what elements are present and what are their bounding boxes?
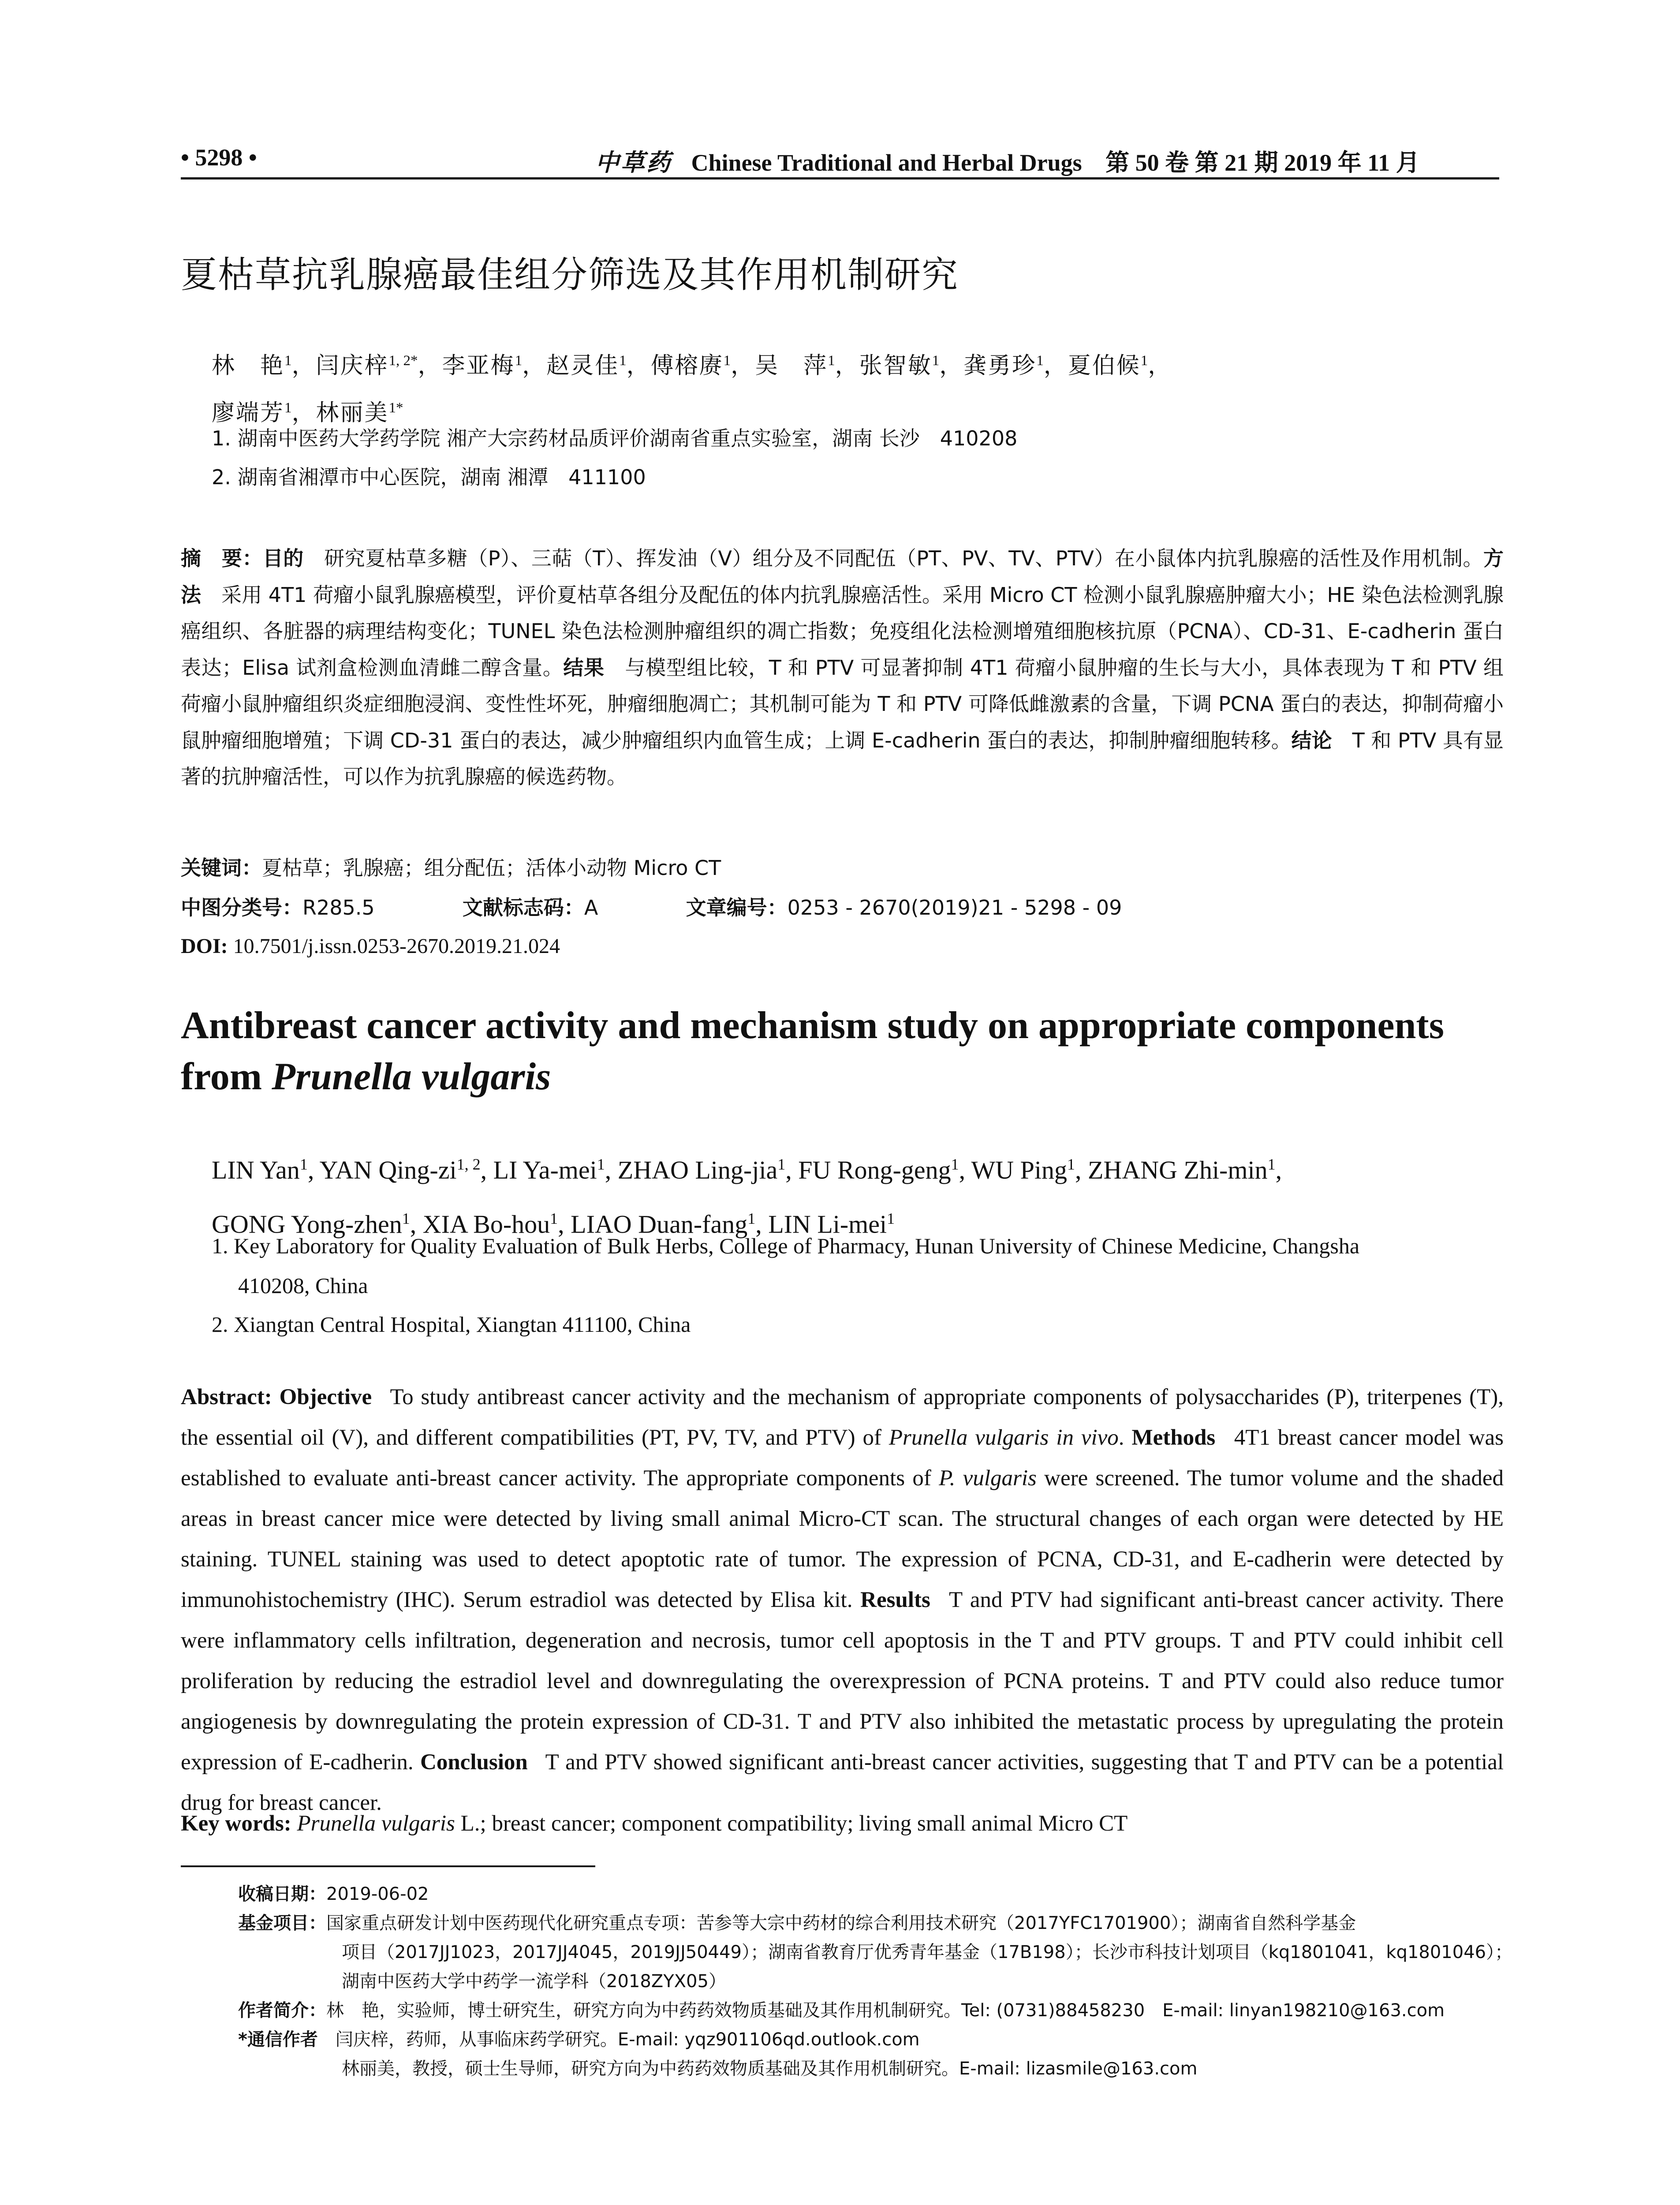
objective-en-label: Objective	[279, 1385, 372, 1409]
author-cn-name: 李亚梅	[442, 352, 515, 379]
methods-en-text: 4T1 breast cancer model was established to evaluate anti-breast cancer activity. The appropriate components of	[181, 1425, 1504, 1491]
abstract-en-label: Abstract:	[181, 1385, 272, 1409]
author-cn-name: 吴 萍	[755, 352, 828, 379]
author-cn-affiliation-mark: 1	[284, 353, 292, 369]
methods-en-text-2: were screened. The tumor volume and the shaded areas in breast cancer mice were detected by living small animal Micro-CT scan. The structural changes of each organ were detected by HE staining. TUNEL staining was used to detect apoptotic rate of tumor. The expression of PCNA, CD-31, and E-cadherin were detected by immunohistochemistry (IHC). Serum estradiol was detected by Elisa kit.	[181, 1466, 1504, 1612]
fund-text-1: 国家重点研发计划中医药现代化研究重点专项：苦参等大宗中药材的综合利用技术研究（2017YFC1701900）；湖南省自然科学基金	[326, 1913, 1356, 1933]
article-no-label: 文章编号：	[686, 896, 788, 919]
author-cn-affiliation-mark: 1	[619, 353, 627, 369]
fund-label: 基金项目：	[238, 1913, 326, 1933]
methods-cn-text: 采用 4T1 荷瘤小鼠乳腺癌模型，评价夏枯草各组分及配伍的体内抗乳腺癌活性。采用 Micro CT 检测小鼠乳腺癌肿瘤大小；HE 染色法检测乳腺癌组织、各脏器的病理结构变化；TUNEL 染色法检测肿瘤组织的凋亡指数；免疫组化法检测增殖细胞核抗原（PCNA）、CD-31、E-cadherin 蛋白表达；Elisa 试剂盒检测血清雌二醇含量。	[181, 583, 1504, 680]
affiliation-en-1	[212, 1226, 1504, 1305]
objective-cn-text: 研究夏枯草多糖（P）、三萜（T）、挥发油（V）组分及不同配伍（PT、PV、TV、PTV）在小鼠体内抗乳腺癌的活性及作用机制。	[324, 546, 1484, 570]
affiliation-cn-1: 1. 湖南中医药大学药学院 湘产大宗药材品质评价湖南省重点实验室，湖南 长沙 410208	[212, 426, 1018, 450]
author-bio	[238, 1996, 1512, 2025]
author-cn-name: 廖端芳	[212, 400, 285, 426]
author-bio-text: 林 艳，实验师，博士研究生，研究方向为中药药效物质基础及其作用机制研究。Tel: (0731)88458230 E-mail: linyan198210@163.com	[326, 2000, 1445, 2021]
fund-line-1	[238, 1909, 1512, 1938]
author-en-name: XIA Bo-hou	[422, 1210, 550, 1239]
author-en-affiliation-mark: 1	[777, 1155, 786, 1173]
corresponding-text-1: 闫庆梓，药师，从事临床药学研究。E-mail: yqz901106qd.outlook.com	[335, 2029, 920, 2050]
authors-cn: 林 艳$^1$，闫庆梓$^{1, 2*}$，李亚梅$^1$，赵灵佳$^1$，傅榕赓$^1$，吴 萍$^1$，张智敏$^1$，龚勇珍$^1$，夏伯候$^1$， 廖端芳$^1$，林丽美$^{1*}$	[212, 352, 1172, 426]
author-cn-affiliation-mark: 1, 2*	[388, 353, 418, 369]
objective-en-text: To study antibreast cancer activity and the mechanism of appropriate components of polysaccharides (P), triterpenes (T), the essential oil (V), and different compatibilities (PT, PV, TV, and PTV) of	[181, 1385, 1504, 1450]
objective-en-end: .	[1118, 1425, 1124, 1450]
doc-code-value: A	[584, 896, 598, 919]
results-cn-text: 与模型组比较，T 和 PTV 可显著抑制 4T1 荷瘤小鼠肿瘤的生长与大小，具体表现为 T 和 PTV 组荷瘤小鼠肿瘤组织炎症细胞浸润、变性性坏死，肿瘤细胞凋亡；其机制可能为 T 和 PTV 可降低雌激素的含量，下调 PCNA 蛋白的表达，抑制荷瘤小鼠肿瘤细胞增殖；下调 CD-31 蛋白的表达，减少肿瘤组织内血管生成；上调 E-cadherin 蛋白的表达，抑制肿瘤细胞转移。	[181, 655, 1504, 752]
author-cn-affiliation-mark: 1	[1140, 353, 1148, 369]
methods-en-species: P. vulgaris	[939, 1466, 1037, 1491]
author-cn-affiliation-mark: 1	[1036, 353, 1044, 369]
author-en-name: LIN Li-mei	[768, 1210, 887, 1239]
doc-code-label: 文献标志码：	[462, 896, 584, 919]
author-en-name: GONG Yong-zhen	[212, 1210, 402, 1239]
author-en-affiliation-mark: 1	[550, 1210, 558, 1228]
footnote-rule	[181, 1865, 595, 1867]
title-en-main: Antibreast cancer activity and mechanism study on appropriate components from	[181, 1004, 1444, 1098]
author-cn-affiliation-mark: 1	[828, 353, 835, 369]
corresponding-label: *通信作者	[238, 2029, 318, 2050]
author-cn-name: 林丽美	[316, 400, 389, 426]
abstract-en	[181, 1377, 1504, 1823]
title-en	[181, 1000, 1504, 1102]
keywords-en-label: Key words:	[181, 1811, 291, 1836]
title-en-species: Prunella vulgaris	[272, 1055, 551, 1098]
received-value: 2019-06-02	[326, 1884, 429, 1904]
header-rule	[181, 177, 1499, 179]
abstract-cn-label: 摘 要：	[181, 546, 263, 570]
author-en-name: WU Ping	[971, 1155, 1068, 1185]
page-number: • 5298 •	[181, 144, 257, 171]
author-en-name: YAN Qing-zi	[319, 1155, 457, 1185]
classification-line	[181, 892, 1122, 921]
author-cn-name: 张智敏	[859, 352, 932, 379]
corresponding-1	[238, 2025, 1512, 2054]
author-en-affiliation-mark: 1	[1067, 1155, 1075, 1173]
results-cn-label: 结果	[563, 655, 605, 680]
author-cn-name: 赵灵佳	[546, 352, 620, 379]
conclusion-en-label: Conclusion	[420, 1750, 528, 1775]
results-en-label: Results	[860, 1588, 930, 1612]
author-cn-affiliation-mark: 1	[284, 400, 292, 416]
author-en-name: LIAO Duan-fang	[571, 1210, 748, 1239]
author-cn-affiliation-mark: 1	[515, 353, 523, 369]
keywords-cn-text: 夏枯草；乳腺癌；组分配伍；活体小动物 Micro CT	[262, 856, 721, 880]
author-cn-name: 林 艳	[212, 352, 285, 379]
keywords-cn	[181, 852, 721, 881]
affiliation-en-1-line1: 1. Key Laboratory for Quality Evaluation of Bulk Herbs, College of Pharmacy, Hunan University of Chinese Medicine, Changsha	[212, 1233, 1360, 1258]
author-en-name: ZHANG Zhi-min	[1088, 1155, 1268, 1185]
clc-value: R285.5	[302, 896, 375, 919]
author-en-affiliation-mark: 1, 2	[456, 1155, 481, 1173]
keywords-en	[181, 1811, 1127, 1836]
journal-name-cn: 中草药	[595, 148, 672, 176]
author-bio-label: 作者简介：	[238, 2000, 326, 2021]
received-label: 收稿日期：	[238, 1884, 326, 1904]
keywords-cn-label: 关键词：	[181, 856, 262, 880]
clc-label: 中图分类号：	[181, 896, 302, 919]
conclusion-en-text: T and PTV showed significant anti-breast cancer activities, suggesting that T and PTV can be a potential drug for breast cancer.	[181, 1750, 1504, 1815]
methods-en-label: Methods	[1131, 1425, 1216, 1450]
author-cn-name: 夏伯候	[1068, 352, 1141, 379]
footnotes	[238, 1880, 1512, 2083]
results-en-text: T and PTV had significant anti-breast cancer activity. There were inflammatory cells infiltration, degeneration and necrosis, tumor cell apoptosis in the T and PTV groups. T and PTV could inhibit cell proliferation by reducing the estradiol level and downregulating the overexpression of PCNA proteins. T and PTV could also reduce tumor angiogenesis by downregulating the protein expression of CD-31. T and PTV also inhibited the metastatic process by upregulating the protein expression of E-cadherin.	[181, 1588, 1504, 1775]
doi-label: DOI:	[181, 934, 228, 958]
fund-line-2: 项目（2017JJ1023，2017JJ4045，2019JJ50449）；湖南省教育厅优秀青年基金（17B198）；长沙市科技计划项目（kq1801041，kq1801046）；	[342, 1942, 1513, 1962]
doi-value: 10.7501/j.issn.0253-2670.2019.21.024	[233, 934, 560, 958]
methods-cn-label: 方法	[181, 546, 1504, 607]
objective-en-species: Prunella vulgaris in vivo	[889, 1425, 1119, 1450]
received-date	[238, 1880, 1512, 1909]
journal-info	[595, 144, 1420, 178]
author-en-name: LIN Yan	[212, 1155, 300, 1185]
doi-line	[181, 934, 560, 958]
conclusion-cn-label: 结论	[1291, 728, 1332, 752]
affiliation-cn-2: 2. 湖南省湘潭市中心医院，湖南 湘潭 411100	[212, 465, 646, 489]
author-en-name: FU Rong-geng	[798, 1155, 951, 1185]
article-no-value: 0253 - 2670(2019)21 - 5298 - 09	[787, 896, 1122, 919]
author-en-affiliation-mark: 1	[597, 1155, 605, 1173]
keywords-en-species: Prunella vulgaris	[297, 1811, 455, 1836]
keywords-en-text: L.; breast cancer; component compatibility; living small animal Micro CT	[455, 1811, 1128, 1836]
corresponding-2: 林丽美，教授，硕士生导师，研究方向为中药药效物质基础及其作用机制研究。E-mail: lizasmile@163.com	[342, 2059, 1198, 2079]
fund-line-3: 湖南中医药大学中药学一流学科（2018ZYX05）	[342, 1971, 726, 1992]
journal-name-en: Chinese Traditional and Herbal Drugs	[691, 149, 1082, 176]
author-cn-name: 龚勇珍	[963, 352, 1037, 379]
running-header	[181, 140, 1499, 180]
author-en-name: ZHAO Ling-jia	[617, 1155, 778, 1185]
affiliation-en-1-line2: 410208, China	[238, 1273, 368, 1298]
author-cn-name: 闫庆梓	[316, 352, 389, 379]
author-cn-affiliation-mark: 1*	[388, 400, 403, 416]
objective-cn-label: 目的	[262, 546, 304, 570]
abstract-cn	[181, 540, 1504, 795]
issue-info: 第 50 卷 第 21 期 2019 年 11 月	[1105, 149, 1420, 176]
title-cn: 夏枯草抗乳腺癌最佳组分筛选及其作用机制研究	[181, 254, 959, 296]
author-en-affiliation-mark: 1	[402, 1210, 410, 1228]
author-cn-affiliation-mark: 1	[932, 353, 940, 369]
affiliation-en-2: 2. Xiangtan Central Hospital, Xiangtan 411100, China	[212, 1312, 691, 1337]
author-en-affiliation-mark: 1	[747, 1210, 756, 1228]
authors-en: LIN Yan$^1$, YAN Qing-zi$^{1, 2}$, LI Ya-mei$^1$, ZHAO Ling-jia$^1$, FU Rong-geng$^1$, WU Ping$^1$, ZHANG Zhi-$\min^1$, GONG Yong-zhen$^1$, XIA Bo-hou$^1$, LIAO Duan-fang$^1$, LIN Li-mei$^1$	[212, 1155, 1282, 1239]
author-en-affiliation-mark: 1	[1267, 1155, 1276, 1173]
author-en-affiliation-mark: 1	[299, 1155, 308, 1173]
author-cn-affiliation-mark: 1	[723, 353, 731, 369]
author-en-affiliation-mark: 1	[951, 1155, 959, 1173]
author-en-name: LI Ya-mei	[493, 1155, 597, 1185]
author-cn-name: 傅榕赓	[650, 352, 724, 379]
conclusion-cn-text: T 和 PTV 具有显著的抗肿瘤活性，可以作为抗乳腺癌的候选药物。	[181, 728, 1504, 789]
author-en-affiliation-mark: 1	[887, 1210, 895, 1228]
